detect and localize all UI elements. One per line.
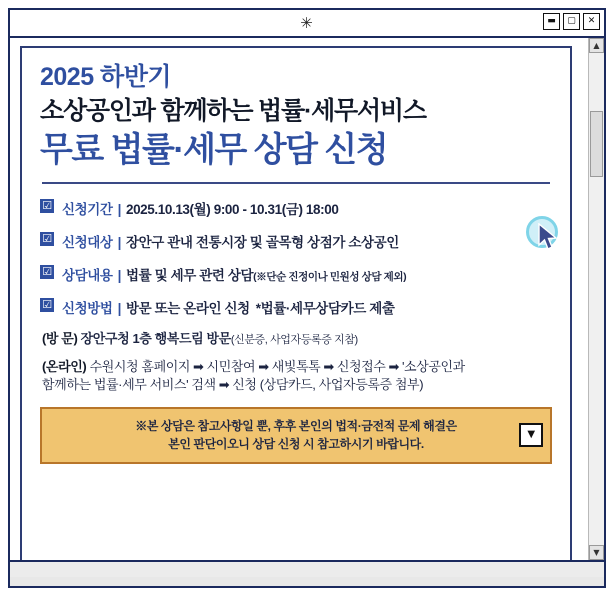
list-item-separator: | [117,267,121,283]
arrow-icon: ➡ [218,378,230,394]
horizontal-scrollbar[interactable] [10,560,604,577]
page-title-line-2: 소상공인과 함께하는 법률·세무서비스 [40,96,426,125]
list-item-label: 신청방법 [62,300,113,316]
visit-method-paren: (신분증, 사업자등록증 지참) [230,333,358,346]
list-item-value: 법률 및 세무 관련 상담 [125,267,254,283]
mouse-cursor-icon [538,223,560,253]
chevron-down-icon[interactable]: ▼ [519,423,543,447]
list-item-label: 상담내용 [62,267,113,283]
notice-line-2: 본인 판단이오니 상담 신청 시 참고하시기 바랍니다. [168,437,424,452]
window-controls [543,13,600,30]
maximize-button[interactable]: ▢ [563,13,580,30]
window-titlebar[interactable] [10,10,604,38]
visit-method-tag: (방 문) [42,330,78,346]
list-item [40,231,552,251]
list-item [40,297,552,317]
page-title-line-1: 2025 하반기 [40,63,172,91]
list-item-separator: | [117,201,121,217]
online-step-1: 수원시청 홈페이지 [89,358,191,374]
scrollbar-thumb[interactable] [590,111,603,177]
online-step-4: 신청접수 [336,358,386,374]
checkbox-icon: ☑ [40,232,54,246]
checkbox-icon: ☑ [40,265,54,279]
online-step-5: '소상공인과 [401,358,465,374]
online-step-3: 새빛톡톡 [271,358,321,374]
list-item-value: 장안구 관내 전통시장 및 골목형 상점가 소상공인 [125,234,399,250]
visit-method-line [42,330,552,348]
list-item-value: 2025.10.13(월) 9:00 - 10.31(금) 18:00 [125,201,339,217]
arrow-icon: ➡ [323,359,334,375]
online-method-line [42,358,552,395]
list-item-separator: | [117,300,121,316]
visit-method-text: 장안구청 1층 행복드림 방문 [80,330,231,346]
online-step-6: 함께하는 법률·세무 서비스' 검색 [42,377,216,393]
list-item-note: (※단순 진정이나 민원성 상담 제외) [253,270,407,283]
window-body [10,38,604,560]
arrow-icon: ➡ [388,359,399,375]
list-item [40,198,552,218]
online-step-7: 신청 (상담카드, 사업자등록증 첨부) [232,377,424,393]
scroll-down-button[interactable]: ▼ [589,545,604,560]
list-item-label: 신청대상 [62,234,113,250]
list-item-value: 방문 또는 온라인 신청 [125,300,250,316]
list-item-separator: | [117,234,121,250]
scroll-up-button[interactable]: ▲ [589,38,604,53]
checkbox-icon: ☑ [40,199,54,213]
status-strip [10,577,604,586]
page-title-line-3: 무료 법률·세무 상담 신청 [40,130,388,169]
notice-line-1: ※본 상담은 참고사항일 뿐, 후후 본인의 법적·금전적 문제 해결은 [135,418,457,433]
list-item [40,264,552,284]
minimize-button[interactable]: ▬ [543,13,560,30]
notice-box [40,407,552,464]
document-canvas [10,38,588,560]
list-item-label: 신청기간 [62,201,113,217]
close-button[interactable]: ✕ [583,13,600,30]
checkbox-icon: ☑ [40,298,54,312]
online-step-2: 시민참여 [206,358,256,374]
vertical-scrollbar[interactable] [588,38,604,560]
arrow-icon: ➡ [193,359,204,375]
online-method-tag: (온라인) [42,358,87,374]
window-title-icon: ✳ [300,15,314,32]
list-item-note: *법률·세무상담카드 제출 [255,300,395,316]
title-divider [42,182,550,184]
application-window [8,8,606,588]
poster-content [20,46,572,560]
arrow-icon: ➡ [258,359,269,375]
